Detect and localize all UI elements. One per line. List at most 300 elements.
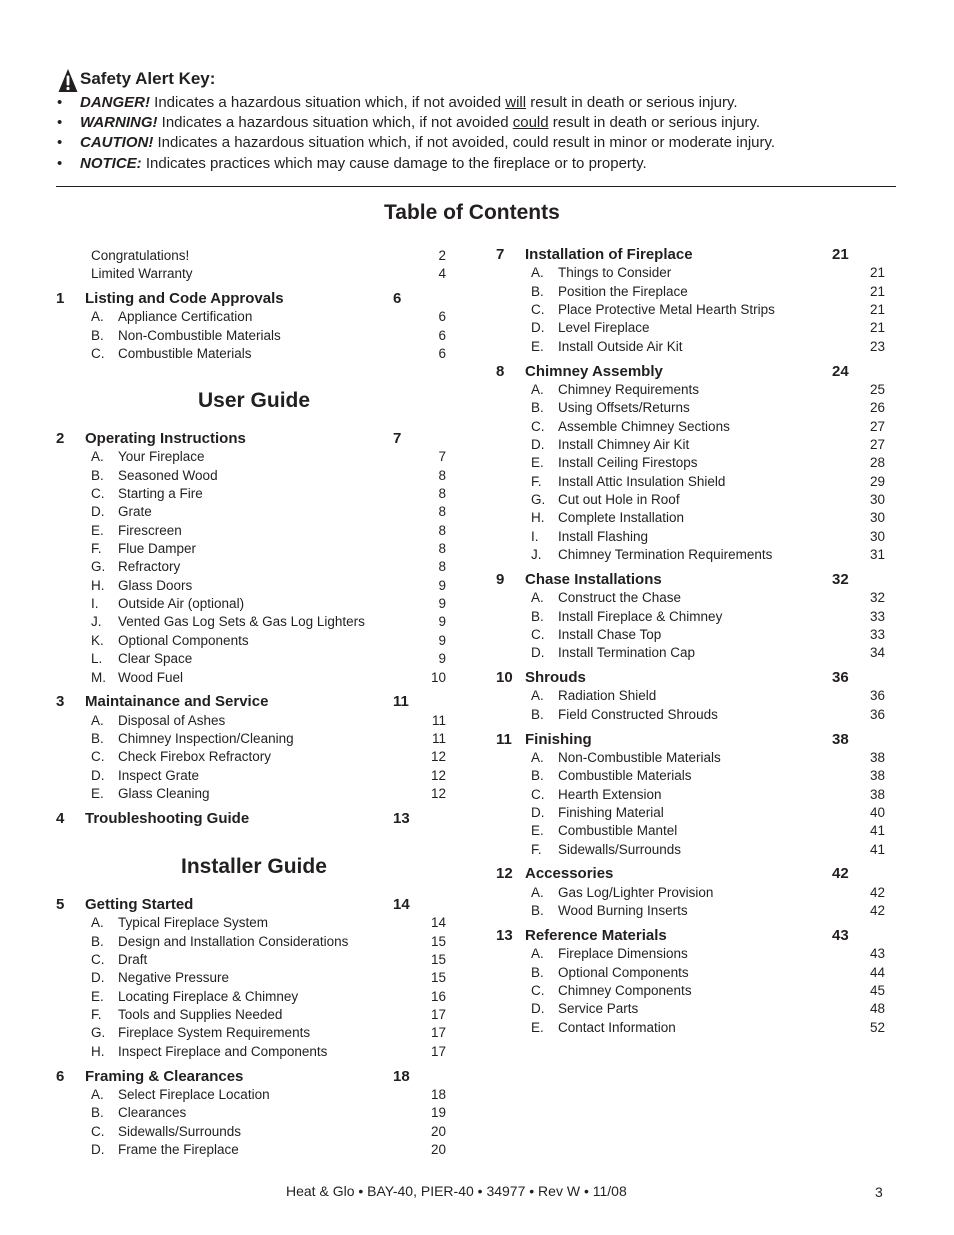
toc-subentry [0, 1087, 954, 1105]
toc-letter: E. [531, 338, 544, 354]
toc-page: 41 [869, 823, 885, 839]
toc-subentry-title: Select Fireplace Location [118, 1086, 270, 1102]
toc-subentry [0, 750, 954, 768]
toc-subentry [0, 455, 954, 473]
toc-page: 6 [438, 309, 446, 325]
safety-text [80, 155, 647, 172]
toc-letter: A. [91, 712, 104, 728]
toc-subentry-title: Negative Pressure [118, 970, 230, 986]
bullet-glyph: • [57, 134, 63, 151]
page-number: 3 [875, 1184, 883, 1200]
toc-subentry-title: Assemble Chimney Sections [558, 418, 730, 434]
toc-subentry-title: Install Attic Insulation Shield [558, 473, 726, 489]
toc-page: 20 [430, 1141, 446, 1157]
toc-page: 6 [438, 327, 446, 343]
toc-letter: C. [531, 982, 545, 998]
toc-subentry [0, 547, 954, 565]
toc-letter: L. [91, 651, 103, 667]
toc-page: 9 [438, 577, 446, 593]
toc-letter: B. [531, 608, 544, 624]
toc-subentry-title: Finishing Material [558, 804, 664, 820]
safety-text [80, 114, 760, 131]
toc-subentry [0, 983, 954, 1001]
toc-subentry-title: Hearth Extension [558, 786, 662, 802]
toc-letter: A. [91, 1086, 104, 1102]
toc-section-page: 14 [393, 896, 410, 913]
toc-subentry [0, 590, 954, 608]
toc-page: 40 [869, 804, 885, 820]
safety-label: WARNING! [80, 114, 158, 131]
toc-section [0, 246, 954, 264]
footer-text: Heat & Glo • BAY-40, PIER-40 • 34977 • Rev W • 11/08 [286, 1183, 627, 1199]
toc-subentry-title: Your Fireplace [118, 449, 205, 465]
toc-subentry [0, 707, 954, 725]
toc-section-page: 11 [393, 693, 409, 711]
bullet-glyph: • [57, 155, 63, 172]
toc-letter: C. [531, 786, 545, 802]
toc-letter: G. [91, 559, 106, 575]
toc-subentry-title: Combustible Materials [558, 768, 692, 784]
toc-subentry-title: Outside Air (optional) [118, 596, 245, 612]
toc-section-title: Getting Started [85, 896, 194, 913]
toc-letter: F. [531, 473, 542, 489]
toc-subentry [0, 400, 954, 418]
toc-subentry-title: Chimney Requirements [558, 381, 700, 397]
toc-letter: E. [91, 522, 104, 538]
toc-letter: F. [531, 841, 542, 857]
toc-page: 21 [869, 320, 885, 336]
toc-subentry-title: Tools and Supplies Needed [118, 1007, 283, 1023]
toc-section-title: Troubleshooting Guide [85, 809, 250, 827]
toc-section-number: 3 [56, 693, 65, 711]
installer-guide-heading: Installer Guide [181, 855, 327, 878]
toc-letter: H. [91, 1043, 105, 1059]
toc-subentry-title: Flue Damper [118, 541, 197, 557]
divider [56, 186, 896, 187]
safety-label: NOTICE: [80, 155, 142, 172]
toc-subentry-title: Combustible Materials [118, 346, 252, 361]
toc-subentry-title: Non-Combustible Materials [558, 749, 721, 765]
safety-desc: Indicates practices which may cause damage to the fireplace or to property. [145, 155, 647, 172]
toc-subentry-title: Install Fireplace & Chimney [558, 608, 723, 624]
bullet-glyph: • [57, 114, 63, 131]
safety-desc: Indicates a hazardous situation which, if not avoided [161, 114, 513, 131]
toc-subentry-title: Sidewalls/Surrounds [118, 1123, 242, 1139]
toc-section-page: 21 [832, 246, 849, 263]
toc-subentry-title: Check Firebox Refractory [118, 749, 272, 765]
toc-page: 12 [430, 767, 446, 783]
toc-subentry-title: Glass Doors [118, 577, 193, 593]
toc-section [0, 865, 954, 883]
toc-subentry-title: Combustible Mantel [558, 823, 678, 839]
toc-subentry [0, 284, 954, 302]
toc-section-number: 5 [56, 896, 65, 913]
toc-subentry [0, 419, 954, 437]
toc-section-title: Installation of Fireplace [525, 246, 693, 263]
toc-page: 32 [869, 590, 885, 606]
toc-section-page: 13 [393, 809, 410, 827]
toc-letter: C. [91, 346, 105, 361]
toc-page: 8 [438, 504, 446, 520]
toc-section-number: 10 [496, 669, 513, 687]
toc-page: 14 [430, 915, 446, 931]
toc-page: 16 [430, 988, 446, 1004]
toc-section-title: Chase Installations [525, 570, 662, 588]
toc-subentry [0, 946, 954, 964]
toc-subentry [0, 1019, 954, 1041]
toc-page: 17 [430, 1025, 446, 1041]
toc-page: 29 [869, 473, 885, 489]
toc-subentry-title: Radiation Shield [558, 688, 657, 704]
toc-subentry-title: Inspect Grate [118, 767, 200, 783]
toc-page: 8 [438, 541, 446, 557]
safety-desc: Indicates a hazardous situation which, if not avoided, could result in minor or moderate injury. [157, 134, 776, 151]
safety-title: Safety Alert Key: [80, 69, 216, 88]
toc-letter: D. [91, 1141, 105, 1157]
toc-page: 21 [869, 265, 885, 281]
toc-letter: K. [91, 632, 104, 648]
toc-letter: I. [91, 596, 99, 612]
toc-section-page: 7 [393, 430, 402, 447]
toc-subentry [0, 688, 954, 706]
toc-section [0, 571, 954, 589]
toc-letter: B. [91, 467, 104, 483]
toc-letter: A. [531, 381, 544, 397]
toc-section [0, 363, 954, 381]
toc-page: 20 [430, 1123, 446, 1139]
toc-page: 7 [438, 449, 446, 465]
bullet-glyph: • [57, 94, 63, 111]
toc-section-number: 12 [496, 865, 513, 883]
toc-section-number: 8 [496, 362, 505, 380]
toc-subentry [0, 1001, 954, 1019]
toc-page: 10 [430, 669, 446, 685]
toc-subentry-title: Clear Space [118, 651, 193, 667]
toc-section-number: 11 [496, 730, 512, 748]
toc-section [0, 669, 954, 687]
safety-emph: will [505, 94, 527, 111]
toc-subentry-title: Congratulations! [91, 248, 190, 263]
toc-letter: A. [531, 884, 544, 900]
toc-letter: C. [91, 952, 105, 967]
toc-letter: A. [531, 590, 544, 606]
toc-letter: B. [531, 768, 544, 784]
toc-subentry [0, 842, 954, 860]
toc-page: 17 [430, 1007, 446, 1023]
toc-subentry [0, 787, 954, 805]
toc-subentry-title: Limited Warranty [91, 266, 193, 282]
toc-letter: B. [91, 933, 104, 949]
toc-subentry-title: Disposal of Ashes [118, 712, 226, 728]
toc-letter: I. [531, 528, 539, 544]
toc-subentry [0, 529, 954, 547]
toc-page: 38 [869, 768, 885, 784]
toc-section-page: 36 [832, 669, 849, 687]
toc-subentry-title: Install Ceiling Firestops [558, 455, 698, 471]
safety-desc-end: result in death or serious injury. [526, 94, 738, 111]
toc-page: 25 [869, 381, 885, 397]
toc-letter: C. [531, 302, 545, 317]
toc-letter: G. [91, 1025, 106, 1041]
toc-letter: J. [91, 614, 102, 630]
toc-subentry-title: Grate [118, 504, 152, 520]
toc-letter: E. [531, 455, 544, 471]
toc-letter: A. [531, 265, 544, 281]
toc-subentry-title: Position the Fireplace [558, 283, 688, 299]
toc-letter: C. [531, 626, 545, 642]
toc-page: 27 [869, 436, 885, 452]
toc-subentry-title: Starting a Fire [118, 486, 203, 501]
toc-subentry [0, 645, 954, 663]
toc-section-title: Framing & Clearances [85, 1067, 244, 1085]
toc-page: 8 [438, 559, 446, 575]
toc-section-page: 32 [832, 570, 849, 588]
toc-page: 9 [438, 632, 446, 648]
toc-letter: C. [91, 1123, 105, 1139]
toc-letter: C. [91, 486, 105, 501]
toc-subentry [0, 339, 954, 357]
toc-subentry-title: Design and Installation Considerations [118, 933, 349, 949]
toc-subentry-title: Install Chase Top [558, 626, 662, 642]
toc-subentry-title: Construct the Chase [558, 590, 682, 606]
toc-subentry-title: Things to Consider [558, 265, 672, 281]
toc-page: 23 [869, 338, 885, 354]
toc-page: 30 [869, 491, 885, 507]
toc-subentry [0, 608, 954, 630]
toc-subentry [0, 768, 954, 786]
toc-letter: E. [531, 1019, 544, 1035]
toc-page: 15 [430, 952, 446, 967]
toc-page: 8 [438, 486, 446, 501]
toc-subentry-title: Fireplace System Requirements [118, 1025, 311, 1041]
toc-subentry-title: Chimney Inspection/Cleaning [118, 731, 294, 746]
toc-letter: D. [91, 767, 105, 783]
safety-emph: could [512, 114, 549, 131]
toc-subentry [0, 885, 954, 903]
page-title: Table of Contents [384, 201, 560, 224]
toc-subentry-title: Typical Fireplace System [118, 915, 269, 931]
toc-page: 27 [869, 418, 885, 434]
toc-letter: E. [91, 786, 104, 802]
toc-subentry-title: Glass Cleaning [118, 786, 210, 802]
toc-letter: A. [91, 309, 104, 325]
toc-letter: C. [531, 418, 545, 434]
toc-page: 21 [869, 283, 885, 299]
toc-subentry-title: Frame the Fireplace [118, 1141, 239, 1157]
toc-page: 11 [431, 712, 446, 728]
toc-section [0, 1068, 954, 1086]
toc-section [0, 731, 954, 749]
toc-subentry-title: Using Offsets/Returns [558, 400, 690, 416]
toc-subentry [0, 627, 954, 645]
toc-page: 33 [869, 608, 885, 624]
toc-letter: E. [91, 988, 104, 1004]
toc-page: 38 [869, 749, 885, 765]
toc-section-title: Chimney Assembly [525, 362, 663, 380]
toc-page: 15 [430, 970, 446, 986]
toc-section-page: 42 [832, 865, 849, 883]
toc-subentry-title: Complete Installation [558, 510, 685, 526]
toc-subentry [0, 320, 954, 338]
toc-page: 30 [869, 528, 885, 544]
toc-page: 9 [438, 614, 446, 630]
toc-subentry-title: Sidewalls/Surrounds [558, 841, 682, 857]
toc-section-title: Operating Instructions [85, 430, 246, 447]
toc-page: 8 [438, 522, 446, 538]
toc-subentry [0, 1044, 954, 1062]
toc-page: 44 [869, 964, 885, 980]
toc-section-number: 9 [496, 570, 505, 588]
toc-subentry [0, 382, 954, 400]
toc-section-title: Shrouds [525, 669, 586, 687]
toc-subentry [0, 492, 954, 510]
toc-subentry [0, 903, 954, 921]
toc-letter: B. [91, 327, 104, 343]
toc-page: 18 [430, 1086, 446, 1102]
toc-page: 2 [438, 248, 446, 263]
toc-section-number: 2 [56, 430, 65, 447]
toc-page: 36 [869, 706, 885, 722]
toc-page: 38 [869, 786, 885, 802]
toc-section-number: 13 [496, 926, 513, 944]
toc-subentry-title: Chimney Components [558, 982, 692, 998]
toc-subentry [0, 823, 954, 841]
safety-desc: Indicates a hazardous situation which, if not avoided [154, 94, 506, 111]
toc-page: 26 [869, 400, 885, 416]
toc-subentry-title: Level Fireplace [558, 320, 650, 336]
toc-subentry [0, 302, 954, 320]
toc-page: 52 [869, 1019, 885, 1035]
toc-letter: B. [531, 283, 544, 299]
toc-letter: D. [91, 970, 105, 986]
toc-page: 15 [430, 933, 446, 949]
toc-subentry-title: Wood Fuel [118, 669, 184, 685]
toc-letter: B. [531, 964, 544, 980]
toc-subentry-title: Locating Fireplace & Chimney [118, 988, 299, 1004]
toc-page: 21 [869, 302, 885, 317]
toc-subentry-title: Optional Components [118, 632, 249, 648]
toc-subentry [0, 964, 954, 986]
toc-subentry-title: Draft [118, 952, 148, 967]
toc-page: 4 [438, 266, 446, 282]
toc-page: 30 [869, 510, 885, 526]
toc-subentry [0, 437, 954, 455]
toc-subentry-title: Fireplace Dimensions [558, 946, 688, 962]
toc-subentry-title: Non-Combustible Materials [118, 327, 281, 343]
toc-letter: J. [531, 547, 542, 562]
toc-subentry-title: Contact Information [558, 1019, 676, 1035]
toc-page: 6 [438, 346, 446, 361]
toc-letter: B. [531, 706, 544, 722]
toc-letter: G. [531, 491, 546, 507]
toc-page: 41 [869, 841, 885, 857]
toc-letter: A. [531, 946, 544, 962]
toc-page: 42 [869, 903, 885, 919]
toc-section-number: 7 [496, 246, 505, 263]
toc-subentry-title: Gas Log/Lighter Provision [558, 884, 714, 900]
toc-subentry-title: Field Constructed Shrouds [558, 706, 718, 722]
toc-subentry-title: Firescreen [118, 522, 182, 538]
toc-subentry-title: Inspect Fireplace and Components [118, 1043, 328, 1059]
safety-desc-end: result in death or serious injury. [548, 114, 761, 131]
toc-subentry-title: Clearances [118, 1105, 187, 1121]
toc-letter: M. [91, 669, 106, 685]
toc-subentry-title: Install Chimney Air Kit [558, 436, 690, 452]
safety-label: CAUTION! [80, 134, 154, 151]
safety-label: DANGER! [80, 94, 150, 111]
toc-page: 48 [869, 1001, 885, 1017]
safety-text [80, 94, 738, 111]
toc-page: 8 [438, 467, 446, 483]
toc-page: 36 [869, 688, 885, 704]
toc-page: 17 [430, 1043, 446, 1059]
toc-subentry [0, 1105, 954, 1123]
toc-page: 45 [869, 982, 885, 998]
toc-letter: B. [531, 903, 544, 919]
toc-letter: D. [531, 1001, 545, 1017]
toc-section-page: 43 [832, 926, 849, 944]
toc-page: 12 [430, 749, 446, 765]
toc-letter: B. [531, 400, 544, 416]
toc-section-number: 6 [56, 1067, 65, 1085]
toc-subentry-title: Install Outside Air Kit [558, 338, 683, 354]
toc-subentry-title: Chimney Termination Requirements [558, 547, 773, 562]
toc-letter: A. [531, 688, 544, 704]
toc-letter: A. [91, 915, 104, 931]
toc-section-page: 18 [393, 1067, 410, 1085]
toc-page: 43 [869, 946, 885, 962]
toc-subentry [0, 265, 954, 283]
toc-page: 31 [869, 547, 885, 562]
toc-page: 9 [438, 651, 446, 667]
toc-letter: B. [91, 1105, 104, 1121]
toc-page: 42 [869, 884, 885, 900]
safety-text [80, 134, 775, 151]
toc-section [0, 927, 954, 945]
toc-subentry-title: Cut out Hole in Roof [558, 491, 680, 507]
toc-page: 9 [438, 596, 446, 612]
toc-subentry-title: Service Parts [558, 1001, 639, 1017]
toc-page: 12 [430, 786, 446, 802]
toc-letter: D. [91, 504, 105, 520]
toc-letter: D. [531, 320, 545, 336]
toc-subentry [0, 510, 954, 528]
toc-subentry [0, 474, 954, 492]
toc-letter: D. [531, 645, 545, 661]
toc-subentry-title: Place Protective Metal Hearth Strips [558, 302, 775, 317]
toc-page: 19 [430, 1105, 446, 1121]
toc-section-number: 1 [56, 290, 65, 307]
toc-page: 11 [431, 731, 446, 746]
toc-subentry-title: Seasoned Wood [118, 467, 218, 483]
toc-letter: E. [531, 823, 544, 839]
toc-letter: C. [91, 749, 105, 765]
toc-section-title: Accessories [525, 865, 614, 883]
toc-subentry [0, 1142, 954, 1160]
toc-subentry [0, 805, 954, 823]
toc-section-title: Reference Materials [525, 926, 667, 944]
toc-letter: A. [531, 749, 544, 765]
toc-subentry-title: Vented Gas Log Sets & Gas Log Lighters [118, 614, 365, 630]
toc-section-page: 6 [393, 290, 402, 307]
toc-section-title: Maintainance and Service [85, 693, 269, 711]
toc-letter: F. [91, 541, 102, 557]
toc-letter: H. [531, 510, 545, 526]
toc-page: 28 [869, 455, 885, 471]
toc-subentry-title: Appliance Certification [118, 309, 253, 325]
toc-section-title: Listing and Code Approvals [85, 290, 284, 307]
toc-letter: D. [531, 436, 545, 452]
